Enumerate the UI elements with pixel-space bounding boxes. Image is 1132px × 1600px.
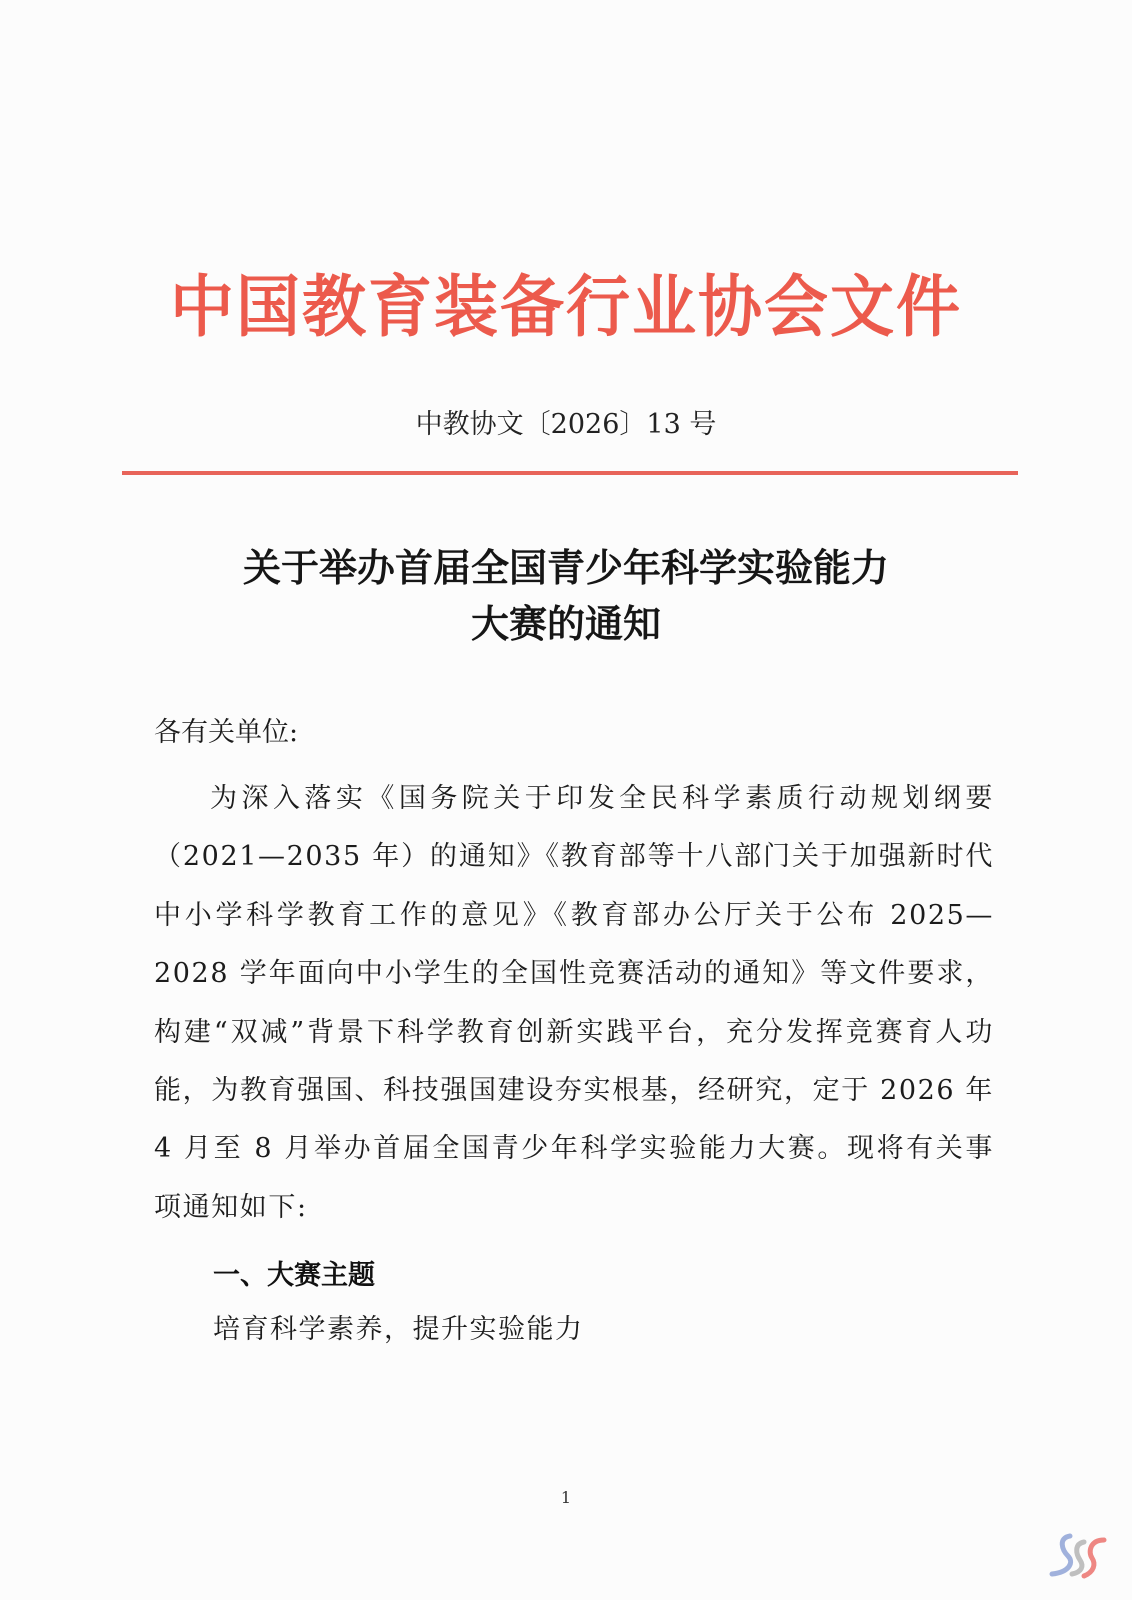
section-content-theme: 培育科学素养，提升实验能力 [213, 1314, 584, 1345]
issuer-header: 中国教育装备行业协会文件 [170, 268, 962, 347]
red-divider-rule [122, 471, 1018, 475]
notice-title-line-2: 大赛的通知 [470, 601, 661, 646]
notice-title [0, 540, 1132, 652]
sss-wave-logo-icon [1048, 1530, 1118, 1580]
section-heading-theme: 一、大赛主题 [213, 1260, 375, 1291]
salutation: 各有关单位: [154, 717, 299, 748]
page-number: 1 [560, 1488, 572, 1507]
notice-title-line-1: 关于举办首届全国青少年科学实验能力 [242, 545, 889, 590]
body-paragraph: 为深入落实《国务院关于印发全民科学素质行动规划纲要（2021—2035 年）的通知》《教育部等十八部门关于加强新时代中小学科学教育工作的意见》《教育部办公厅关于公布 2025—2028 学年面向中小学生的全国性竞赛活动的通知》等文件要求，构建“双减”背景下科学教育创新实践平台，充分发挥竞赛育人功能，为教育强国、科技强国建设夯实根基，经研究，定于 2026 年 4 月至 8 月举办首届全国青少年科学实验能力大赛。现将有关事项通知如下: [154, 783, 994, 1223]
document-number: 中教协文〔2026〕13 号 [415, 409, 717, 440]
